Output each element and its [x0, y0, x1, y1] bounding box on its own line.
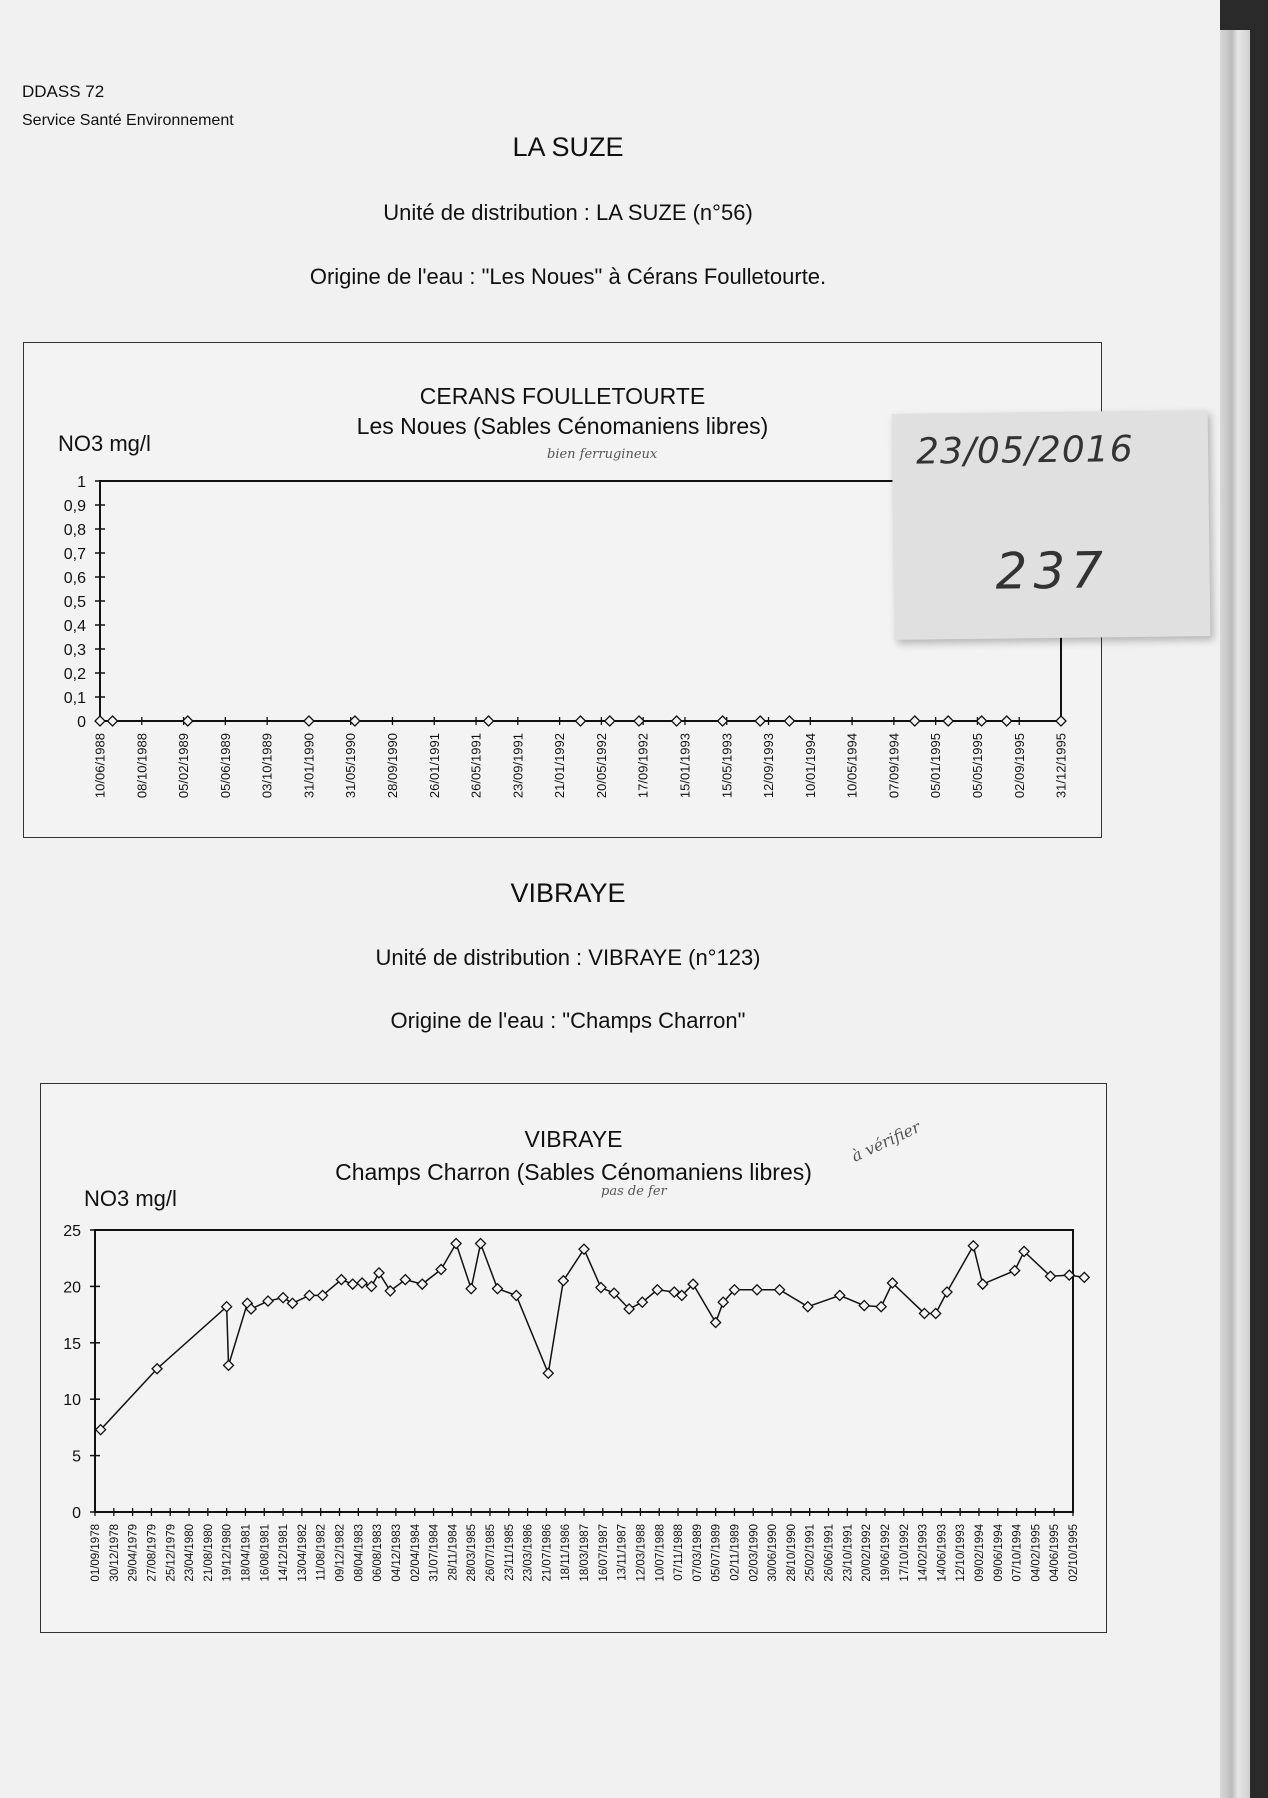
x-tick-label: 26/06/1991 — [823, 1524, 836, 1582]
x-tick-label: 07/10/1994 — [1011, 1524, 1024, 1582]
x-tick-label: 04/06/1995 — [1049, 1524, 1062, 1582]
data-point — [711, 1317, 721, 1327]
x-tick-label: 20/02/1992 — [861, 1524, 874, 1582]
y-tick-label: 0,3 — [63, 642, 86, 659]
data-point — [775, 1285, 785, 1295]
x-tick-label: 02/11/1989 — [729, 1524, 742, 1581]
data-point — [183, 716, 193, 726]
chart-title: VIBRAYE — [524, 1126, 623, 1152]
y-tick-label: 1 — [77, 474, 86, 491]
x-tick-label: 05/02/1989 — [176, 733, 192, 799]
data-point — [476, 1239, 486, 1249]
data-point — [978, 1279, 988, 1289]
y-tick-label: 0,5 — [63, 594, 86, 611]
x-tick-label: 19/12/1980 — [221, 1524, 234, 1582]
y-tick-label: 0,6 — [63, 570, 86, 587]
x-tick-label: 25/12/1979 — [165, 1524, 178, 1582]
x-tick-label: 09/12/1982 — [334, 1524, 347, 1582]
x-tick-label: 28/10/1990 — [785, 1524, 798, 1582]
x-tick-label: 02/03/1990 — [748, 1524, 761, 1582]
handwritten-note: pas de fer — [601, 1184, 667, 1199]
x-tick-label: 07/09/1994 — [886, 733, 902, 799]
data-point — [348, 1279, 358, 1289]
x-tick-label: 12/10/1993 — [955, 1524, 968, 1582]
x-tick-label: 01/09/1978 — [90, 1524, 103, 1582]
data-point — [784, 716, 794, 726]
chart-subtitle: Les Noues (Sables Cénomaniens libres) — [356, 413, 769, 439]
x-tick-label: 05/07/1989 — [710, 1524, 723, 1582]
data-point — [752, 1285, 762, 1295]
x-tick-label: 19/06/1992 — [879, 1524, 892, 1582]
x-tick-label: 21/08/1980 — [202, 1524, 215, 1582]
y-tick-label: 20 — [63, 1279, 81, 1297]
data-point — [579, 1244, 589, 1254]
x-tick-label: 27/08/1979 — [146, 1524, 159, 1582]
y-tick-label: 0,8 — [63, 522, 86, 539]
data-point — [1002, 716, 1012, 726]
x-tick-label: 23/03/1986 — [522, 1524, 535, 1582]
x-tick-label: 06/08/1983 — [372, 1524, 385, 1582]
x-tick-label: 13/11/1987 — [616, 1524, 629, 1581]
y-tick-label: 0,1 — [63, 690, 86, 707]
x-tick-label: 10/01/1994 — [802, 733, 818, 799]
data-point — [1010, 1266, 1020, 1276]
chart-vibraye-svg — [41, 1084, 1106, 1632]
x-tick-label: 28/03/1985 — [466, 1524, 479, 1582]
x-tick-label: 07/03/1989 — [691, 1524, 704, 1582]
y-tick-label: 15 — [63, 1335, 81, 1353]
chart-subtitle: Champs Charron (Sables Cénomaniens libres) — [335, 1159, 812, 1185]
x-tick-label: 05/06/1989 — [217, 733, 233, 799]
header-org: DDASS 72 — [22, 82, 105, 101]
y-tick-label: 25 — [63, 1223, 81, 1240]
data-point — [605, 716, 615, 726]
data-point — [492, 1284, 502, 1294]
x-tick-label: 15/05/1993 — [719, 733, 735, 799]
x-tick-label: 09/06/1994 — [992, 1524, 1005, 1582]
x-tick-label: 07/11/1988 — [673, 1524, 686, 1581]
x-tick-label: 14/02/1993 — [917, 1524, 930, 1582]
section2-origin: Origine de l'eau : "Champs Charron" — [390, 1008, 746, 1033]
x-tick-label: 23/04/1980 — [184, 1524, 197, 1582]
x-tick-label: 21/07/1986 — [541, 1524, 554, 1582]
y-tick-label: 10 — [63, 1392, 81, 1410]
x-tick-label: 09/02/1994 — [973, 1524, 986, 1582]
section1-origin: Origine de l'eau : "Les Noues" à Cérans Foulletourte. — [309, 264, 827, 289]
data-point — [1056, 716, 1066, 726]
data-point — [484, 716, 494, 726]
x-tick-label: 12/03/1988 — [635, 1524, 648, 1582]
series-line — [101, 1244, 1085, 1430]
y-tick-label: 0,7 — [63, 546, 86, 563]
x-tick-label: 14/12/1981 — [278, 1524, 291, 1582]
y-tick-label: 0 — [77, 714, 86, 731]
x-tick-label: 31/05/1990 — [343, 733, 359, 799]
data-point — [350, 716, 360, 726]
page-edge — [1220, 30, 1250, 1798]
x-tick-label: 26/05/1991 — [468, 733, 484, 799]
data-point — [968, 1241, 978, 1251]
section2-town: VIBRAYE — [510, 878, 626, 908]
x-tick-label: 02/09/1995 — [1011, 732, 1027, 799]
data-point — [859, 1301, 869, 1311]
sticky-note-number: 237 — [995, 541, 1110, 601]
x-tick-label: 10/05/1994 — [844, 733, 860, 799]
x-tick-label: 12/09/1993 — [761, 733, 777, 799]
x-tick-label: 02/04/1984 — [409, 1524, 422, 1582]
data-point — [511, 1290, 521, 1300]
x-tick-label: 08/10/1988 — [134, 733, 150, 799]
data-point — [942, 1287, 952, 1297]
data-point — [278, 1293, 288, 1303]
data-point — [672, 716, 682, 726]
y-axis-label: NO3 mg/l — [58, 431, 151, 456]
x-tick-label: 10/06/1988 — [92, 733, 108, 799]
x-tick-label: 26/01/1991 — [426, 733, 442, 799]
data-point — [304, 716, 314, 726]
data-point — [803, 1302, 813, 1312]
x-tick-label: 03/10/1989 — [259, 733, 275, 799]
x-tick-label: 30/06/1990 — [767, 1524, 780, 1582]
x-tick-label: 18/11/1986 — [560, 1524, 573, 1581]
handwritten-note: à vérifier — [848, 1117, 924, 1166]
section2-unit: Unité de distribution : VIBRAYE (n°123) — [375, 945, 761, 970]
y-tick-label: 0 — [72, 1505, 81, 1522]
plot-area — [95, 1230, 1073, 1512]
data-point — [876, 1302, 886, 1312]
data-point — [374, 1268, 384, 1278]
x-tick-label: 23/10/1991 — [842, 1524, 855, 1582]
x-tick-label: 08/04/1983 — [353, 1524, 366, 1582]
x-tick-label: 16/08/1981 — [259, 1524, 272, 1582]
x-tick-label: 05/05/1995 — [969, 733, 985, 799]
data-point — [263, 1296, 273, 1306]
section1-town: LA SUZE — [512, 132, 624, 162]
x-tick-label: 10/07/1988 — [654, 1524, 667, 1582]
x-tick-label: 17/09/1992 — [635, 733, 651, 799]
x-tick-label: 17/10/1992 — [898, 1524, 911, 1582]
handwritten-note: bien ferrugineux — [547, 447, 658, 462]
x-tick-label: 21/01/1992 — [552, 733, 568, 799]
x-tick-label: 28/11/1984 — [447, 1524, 460, 1581]
data-point — [287, 1298, 297, 1308]
x-tick-label: 05/01/1995 — [928, 733, 944, 799]
data-point — [910, 716, 920, 726]
x-tick-label: 16/07/1987 — [597, 1524, 610, 1582]
data-point — [543, 1368, 553, 1378]
x-tick-label: 15/01/1993 — [677, 733, 693, 799]
x-tick-label: 25/02/1991 — [804, 1524, 817, 1582]
x-tick-label: 02/10/1995 — [1068, 1524, 1081, 1582]
chart-title: CERANS FOULLETOURTE — [419, 383, 706, 409]
x-tick-label: 31/07/1984 — [428, 1524, 441, 1582]
x-tick-label: 20/05/1992 — [593, 733, 609, 799]
y-tick-label: 0,4 — [63, 618, 86, 635]
data-point — [558, 1276, 568, 1286]
data-point — [718, 716, 728, 726]
x-tick-label: 11/08/1982 — [315, 1524, 328, 1581]
section1-unit: Unité de distribution : LA SUZE (n°56) — [383, 200, 753, 225]
data-point — [451, 1239, 461, 1249]
sticky-note-date: 23/05/2016 — [915, 428, 1134, 473]
data-point — [224, 1360, 234, 1370]
data-point — [634, 716, 644, 726]
x-tick-label: 30/12/1978 — [108, 1524, 121, 1582]
x-tick-label: 28/09/1990 — [385, 733, 401, 799]
x-tick-label: 26/07/1985 — [484, 1524, 497, 1582]
y-tick-label: 0,9 — [63, 498, 86, 515]
x-tick-label: 04/12/1983 — [390, 1524, 403, 1582]
x-tick-label: 18/04/1981 — [240, 1524, 253, 1582]
x-tick-label: 13/04/1982 — [296, 1524, 309, 1582]
x-tick-label: 04/02/1995 — [1030, 1524, 1043, 1582]
data-point — [943, 716, 953, 726]
data-point — [596, 1283, 606, 1293]
data-point — [931, 1308, 941, 1318]
data-point — [755, 716, 765, 726]
data-point — [366, 1281, 376, 1291]
y-tick-label: 5 — [72, 1448, 81, 1466]
data-point — [466, 1284, 476, 1294]
x-tick-label: 29/04/1979 — [127, 1524, 140, 1582]
y-axis-label: NO3 mg/l — [84, 1186, 177, 1211]
chart-vibraye-frame — [40, 1083, 1107, 1633]
x-tick-label: 31/01/1990 — [301, 733, 317, 799]
data-point — [576, 716, 586, 726]
sticky-note — [892, 410, 1211, 640]
data-point — [357, 1278, 367, 1288]
header-service: Service Santé Environnement — [22, 112, 234, 129]
data-point — [108, 716, 118, 726]
x-tick-label: 18/03/1987 — [579, 1524, 592, 1582]
data-point — [835, 1290, 845, 1300]
data-point — [1079, 1272, 1089, 1282]
x-tick-label: 14/06/1993 — [936, 1524, 949, 1582]
x-tick-label: 23/11/1985 — [503, 1524, 516, 1581]
y-tick-label: 0,2 — [63, 666, 86, 683]
x-tick-label: 31/12/1995 — [1053, 733, 1069, 799]
data-point — [304, 1290, 314, 1300]
data-point — [95, 716, 105, 726]
x-tick-label: 23/09/1991 — [510, 733, 526, 799]
data-point — [977, 716, 987, 726]
